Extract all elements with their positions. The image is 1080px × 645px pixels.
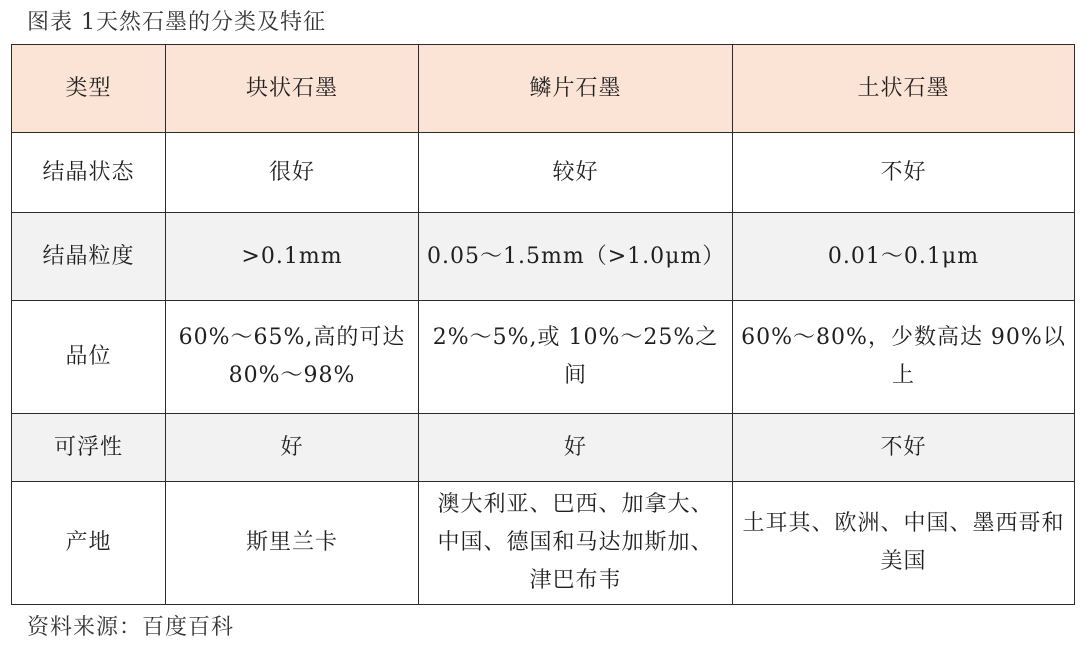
table-cell: 土耳其、欧洲、中国、墨西哥和美国 — [733, 482, 1075, 605]
row-label-grade: 品位 — [12, 301, 166, 414]
header-amorphous-graphite: 土状石墨 — [733, 45, 1075, 133]
row-label-grain-size: 结晶粒度 — [12, 213, 166, 301]
table-header-row — [12, 45, 1075, 133]
table-cell: 60%～65%,高的可达80%～98% — [166, 301, 419, 414]
table-row — [12, 301, 1075, 414]
table-cell: 60%～80%，少数高达 90%以上 — [733, 301, 1075, 414]
table-cell: 很好 — [166, 133, 419, 213]
header-flake-graphite: 鳞片石墨 — [419, 45, 733, 133]
table-cell: 0.01～0.1μm — [733, 213, 1075, 301]
table-cell: 0.05～1.5mm（>1.0μm） — [419, 213, 733, 301]
table-cell: 2%～5%,或 10%～25%之间 — [419, 301, 733, 414]
table-cell: 不好 — [733, 414, 1075, 482]
row-label-floatability: 可浮性 — [12, 414, 166, 482]
header-type: 类型 — [12, 45, 166, 133]
table-row — [12, 414, 1075, 482]
table-row — [12, 482, 1075, 605]
row-label-origin: 产地 — [12, 482, 166, 605]
table-caption: 图表 1天然石墨的分类及特征 — [27, 10, 326, 35]
table-cell: >0.1mm — [166, 213, 419, 301]
table-cell: 澳大利亚、巴西、加拿大、中国、德国和马达加斯加、津巴布韦 — [419, 482, 733, 605]
row-label-crystal-state: 结晶状态 — [12, 133, 166, 213]
table-cell: 好 — [166, 414, 419, 482]
header-lump-graphite: 块状石墨 — [166, 45, 419, 133]
table-cell: 不好 — [733, 133, 1075, 213]
table-cell: 斯里兰卡 — [166, 482, 419, 605]
table-row — [12, 133, 1075, 213]
source-note: 资料来源：百度百科 — [27, 615, 235, 640]
table-row — [12, 213, 1075, 301]
table-cell: 较好 — [419, 133, 733, 213]
table-cell: 好 — [419, 414, 733, 482]
graphite-classification-table — [11, 44, 1075, 605]
